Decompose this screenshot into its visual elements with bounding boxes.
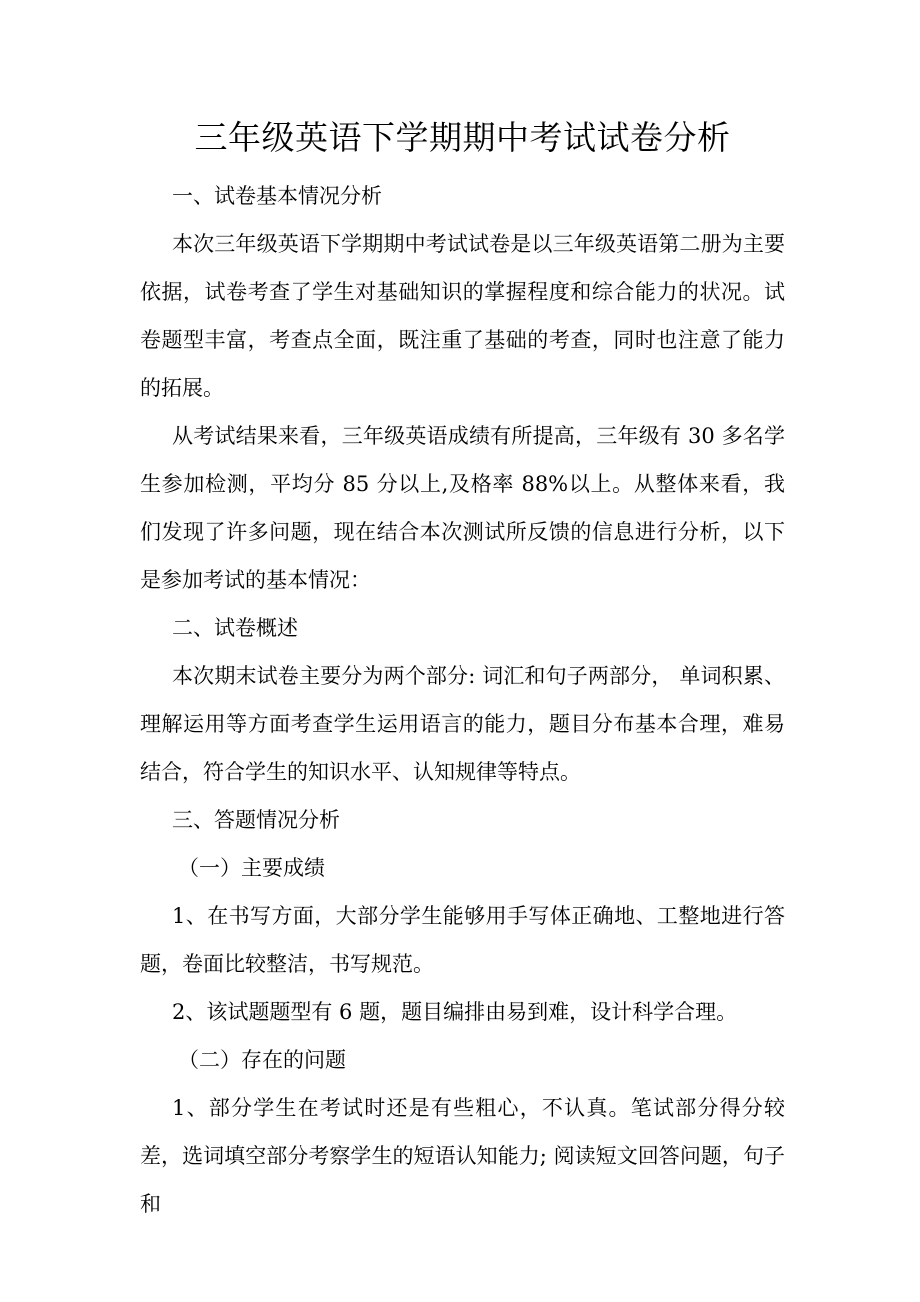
paragraph-problem-carelessness: 1、部分学生在考试时还是有些粗心，不认真。笔试部分得分较差，选词填空部分考察学生的短语认知能力; 阅读短文回答问题，句子和: [140, 1096, 785, 1216]
section-heading-answer-analysis: 三、答题情况分析: [172, 808, 340, 832]
paragraph-writing-achievement: 1、在书写方面，大部分学生能够用手写体正确地、工整地进行答题，卷面比较整洁，书写规范。: [140, 904, 785, 976]
document-title: 三年级英语下学期期中考试试卷分析: [194, 118, 731, 157]
paragraph-question-design: 2、该试题题型有 6 题，题目编排由易到难，设计科学合理。: [172, 1000, 738, 1024]
document-page: [140, 112, 785, 1282]
subheading-main-achievements: （一）主要成绩: [178, 856, 325, 880]
section-heading-paper-summary: 二、试卷概述: [172, 616, 298, 640]
paragraph-exam-overview: 本次三年级英语下学期期中考试试卷是以三年级英语第二册为主要依据，试卷考查了学生对基础知识的掌握程度和综合能力的状况。试卷题型丰富，考查点全面，既注重了基础的考查，同时也注意了能力的拓展。: [140, 232, 785, 400]
subheading-existing-problems: （二）存在的问题: [178, 1048, 346, 1072]
section-heading-basic-analysis: 一、试卷基本情况分析: [172, 184, 382, 208]
paragraph-paper-structure: 本次期末试卷主要分为两个部分: 词汇和句子两部分， 单词积累、理解运用等方面考查学生运用语言的能力，题目分布基本合理，难易结合，符合学生的知识水平、认知规律等特点。: [140, 664, 785, 784]
paragraph-exam-results: 从考试结果来看，三年级英语成绩有所提高，三年级有 30 多名学生参加检测，平均分 85 分以上,及格率 88%以上。从整体来看，我们发现了许多问题，现在结合本次测试所反馈的信息进行分析，以下是参加考试的基本情况：: [140, 424, 785, 592]
